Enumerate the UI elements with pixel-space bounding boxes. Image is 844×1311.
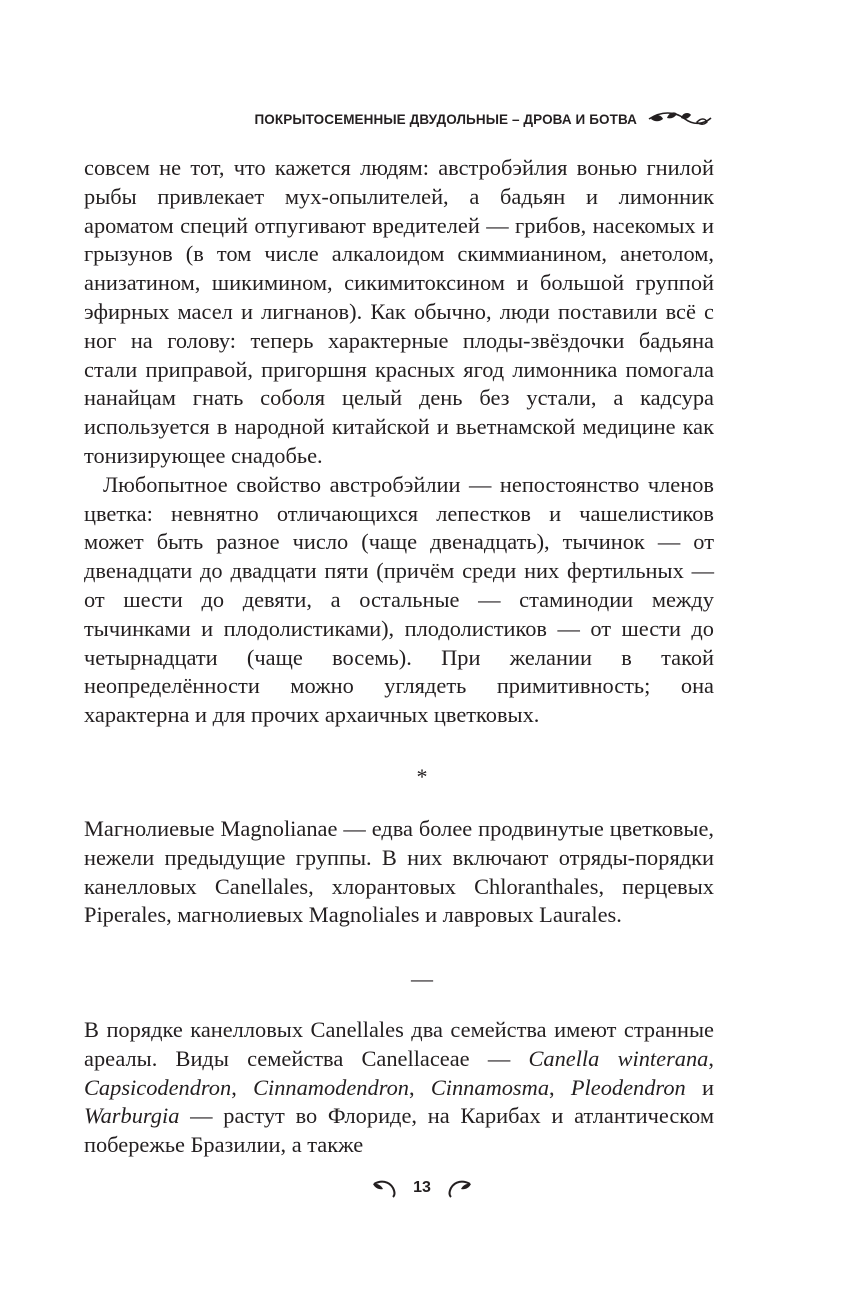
taxon-capsicodendron: Capsicodendron	[84, 1074, 232, 1100]
taxon-canella-winterana: Canella winterana	[528, 1045, 709, 1071]
section-separator-asterisk: *	[416, 764, 428, 789]
taxon-pleodendron: Pleodendron	[570, 1074, 686, 1100]
p4-sep: ,	[231, 1074, 254, 1100]
p4-sep: ,	[549, 1074, 571, 1100]
left-sprout-ornament-icon	[371, 1178, 401, 1198]
page-folio	[0, 1178, 844, 1198]
section-separator-dash: —	[411, 966, 433, 991]
text-block-3	[84, 1016, 714, 1160]
page-number: 13	[413, 1179, 431, 1196]
taxon-cinnamodendron: Cinnamodendron	[253, 1074, 409, 1100]
p4-and: и	[685, 1074, 714, 1100]
paragraph-3: Магнолиевые Magnolianae — едва более продвинутые цветковые, нежели предыдущие группы. В них включают отряды-порядки канелловых Canellales, хлорантовых Chloranthales, перцевых Piperales, магнолиевых Magnoliales и лавровых Laurales.	[84, 816, 714, 928]
vine-ornament-icon	[647, 110, 713, 128]
p4-sep: ,	[408, 1074, 431, 1100]
taxon-warburgia: Warburgia	[84, 1103, 180, 1129]
paragraph-2: Любопытное свойство австробэйлии — непостоянство членов цветка: невнятно отличающихся лепестков и чашелистиков может быть разное число (чаще двенадцать), тычинок — от двенадцати до двадцати пяти (причём среди них фертильных — от шести до девяти, а остальные — стаминодии между тычинками и плодолистиками), плодолистиков — от шести до четырнадцати (чаще восемь). При желании в такой неопределённости можно углядеть примитивность; она характерна и для прочих архаичных цветковых.	[84, 471, 714, 728]
p4-text-start: В порядке канелловых Canellales два семейства имеют странные ареалы. Виды семейства Canellaceae —	[84, 1017, 714, 1071]
paragraph-4	[84, 1016, 714, 1160]
text-block-2	[84, 815, 714, 930]
p4-sep: ,	[708, 1045, 714, 1071]
p4-text-end: — растут во Флориде, на Карибах и атлантическом побережье Бразилии, а также	[84, 1103, 714, 1158]
right-sprout-ornament-icon	[443, 1178, 473, 1198]
running-title: ПОКРЫТОСЕМЕННЫЕ ДВУДОЛЬНЫЕ – ДРОВА И БОТВА	[254, 111, 637, 127]
paragraph-1: совсем не тот, что кажется людям: австробэйлия вонью гнилой рыбы привлекает мух-опылителей, а бадьян и лимонник ароматом специй отпугивают вредителей — грибов, насекомых и грызунов (в том числе алкалоидом скиммианином, анетолом, анизатином, шикимином, сикимитоксином и большой группой эфирных масел и лигнанов). Как обычно, люди поставили всё с ног на голову: теперь характерные плоды-звёздочки бадьяна стали приправой, пригоршня красных ягод лимонника помогала нанайцам гнать соболя целый день без устали, а кадсура используется в народной китайской и вьетнамской медицине как тонизирующее снадобье.	[84, 155, 714, 468]
text-block-1	[84, 154, 714, 730]
taxon-cinnamosma: Cinnamosma	[430, 1074, 550, 1100]
running-head	[254, 110, 713, 128]
